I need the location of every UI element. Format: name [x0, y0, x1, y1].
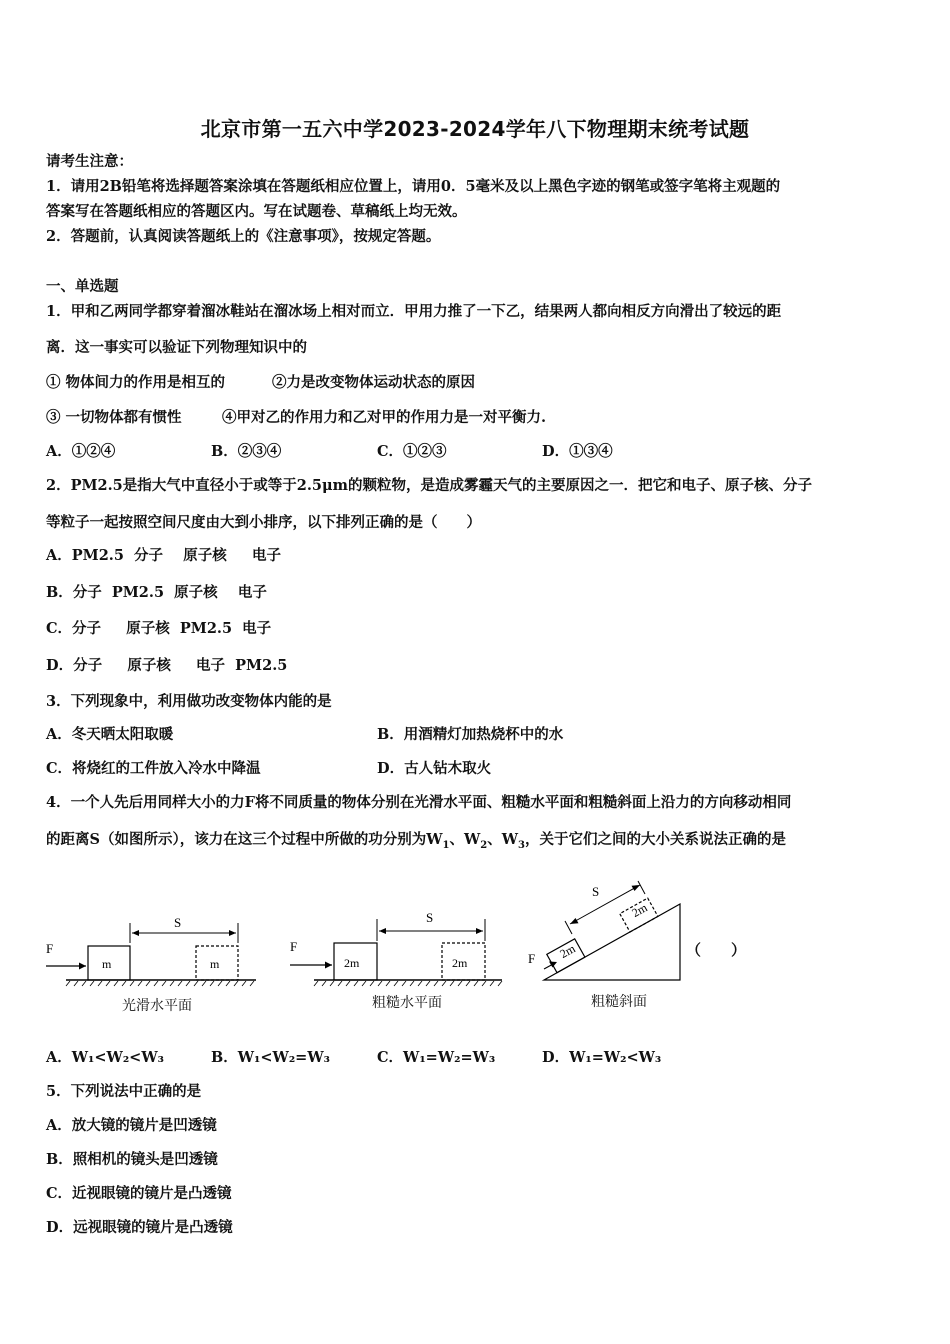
q4-option-c[interactable]: C．W₁=W₂=W₃	[377, 1049, 496, 1066]
block-moved-mass-label: 2m	[629, 900, 650, 921]
block-moved-mass-label: m	[210, 957, 220, 971]
figure-2-svg	[288, 905, 510, 990]
q1-statement-2: ②力是改变物体运动状态的原因	[272, 374, 475, 391]
figure-2-caption: 粗糙水平面	[372, 995, 442, 1011]
block-2m-moved-on-incline	[620, 898, 658, 932]
distance-label: S	[592, 884, 600, 899]
notice-item-2: 2．答题前，认真阅读答题纸上的《注意事项》，按规定答题。	[46, 228, 441, 245]
q3-option-a[interactable]: A．冬天晒太阳取暖	[46, 726, 174, 743]
figure-rough-incline	[524, 868, 684, 988]
q1-stem-a: 1．甲和乙两同学都穿着溜冰鞋站在溜冰场上相对而立．甲用力推了一下乙，结果两人都向相反方向滑出了较远的距	[46, 303, 782, 320]
q3-option-b[interactable]: B．用酒精灯加热烧杯中的水	[377, 726, 564, 743]
q5-option-a[interactable]: A．放大镜的镜片是凹透镜	[46, 1117, 217, 1134]
figure-1-svg	[44, 905, 264, 990]
q1-statement-1: ① 物体间力的作用是相互的	[46, 374, 226, 391]
force-label: F	[46, 941, 54, 956]
q4-option-a[interactable]: A．W₁<W₂<W₃	[46, 1049, 164, 1066]
block-mass-label: m	[102, 957, 112, 971]
section-heading: 一、单选题	[46, 278, 119, 295]
q3-option-c[interactable]: C．将烧红的工件放入冷水中降温	[46, 760, 261, 777]
q2-stem-b: 等粒子一起按照空间尺度由大到小排序，以下排列正确的是（ ）	[46, 514, 481, 531]
q1-stem-b: 离．这一事实可以验证下列物理知识中的	[46, 339, 307, 356]
q3-option-d[interactable]: D．古人钻木取火	[377, 760, 492, 777]
q2-option-d[interactable]: D．分子 原子核 电子 PM2.5	[46, 657, 288, 674]
block-moved-mass-label: 2m	[452, 956, 468, 970]
figure-rough-surface	[288, 905, 510, 990]
q2-option-c[interactable]: C．分子 原子核 PM2.5 电子	[46, 620, 272, 637]
q4-answer-blank: （ ）	[686, 941, 747, 959]
notice-item-1a: 1．请用2B铅笔将选择题答案涂填在答题纸相应位置上，请用0．5毫米及以上黑色字迹的钢笔或签字笔将主观题的	[46, 178, 781, 195]
notice-item-1b: 答案写在答题纸相应的答题区内。写在试题卷、草稿纸上均无效。	[46, 203, 467, 220]
q4-stem-b-pre: 的距离S（如图所示），该力在这三个过程中所做的功分别为W	[46, 831, 443, 848]
q4-stem-b: 的距离S（如图所示），该力在这三个过程中所做的功分别为$W_1$、$W_2$、$W_3$，关于它们之间的大小关系说法正确的是	[46, 831, 787, 851]
q1-statement-3: ③ 一切物体都有惯性	[46, 409, 182, 426]
figure-3-svg	[524, 868, 684, 988]
q1-option-b[interactable]: B．②③④	[211, 443, 282, 460]
figure-smooth-surface	[44, 905, 264, 990]
force-label: F	[290, 939, 298, 954]
q1-option-a[interactable]: A．①②④	[46, 443, 116, 460]
q5-stem: 5．下列说法中正确的是	[46, 1083, 202, 1100]
distance-label: S	[174, 915, 182, 930]
q5-option-d[interactable]: D．远视眼镜的镜片是凸透镜	[46, 1219, 233, 1236]
page-title: 北京市第一五六中学2023-2024学年八下物理期末统考试题	[200, 117, 750, 141]
block-mass-label: 2m	[344, 956, 360, 970]
distance-label: S	[426, 910, 434, 925]
q4-option-b[interactable]: B．W₁<W₂=W₃	[211, 1049, 330, 1066]
q2-stem-a: 2．PM2.5是指大气中直径小于或等于2.5μm的颗粒物，是造成雾霾天气的主要原因之一．把它和电子、原子核、分子	[46, 477, 812, 494]
q5-option-b[interactable]: B．照相机的镜头是凹透镜	[46, 1151, 218, 1168]
figure-1-caption: 光滑水平面	[122, 998, 192, 1014]
figure-3-caption: 粗糙斜面	[591, 994, 647, 1010]
q1-option-c[interactable]: C．①②③	[377, 443, 447, 460]
q3-stem: 3．下列现象中，利用做功改变物体内能的是	[46, 693, 332, 710]
q2-option-a[interactable]: A．PM2.5 分子 原子核 电子	[46, 547, 281, 564]
q4-stem-b-post: ，关于它们之间的大小关系说法正确的是	[525, 831, 787, 848]
q1-statement-4: ④甲对乙的作用力和乙对甲的作用力是一对平衡力.	[222, 409, 547, 426]
block-2m-on-incline	[547, 939, 585, 973]
q1-option-d[interactable]: D．①③④	[542, 443, 613, 460]
q5-option-c[interactable]: C．近视眼镜的镜片是凸透镜	[46, 1185, 232, 1202]
force-label: F	[528, 951, 536, 966]
q4-stem-a: 4．一个人先后用同样大小的力F将不同质量的物体分别在光滑水平面、粗糙水平面和粗糙斜面上沿力的方向移动相同	[46, 794, 792, 811]
q4-option-d[interactable]: D．W₁=W₂<W₃	[542, 1049, 662, 1066]
block-mass-label: 2m	[557, 941, 578, 962]
q2-option-b[interactable]: B．分子 PM2.5 原子核 电子	[46, 584, 267, 601]
notice-heading: 请考生注意：	[46, 153, 133, 170]
